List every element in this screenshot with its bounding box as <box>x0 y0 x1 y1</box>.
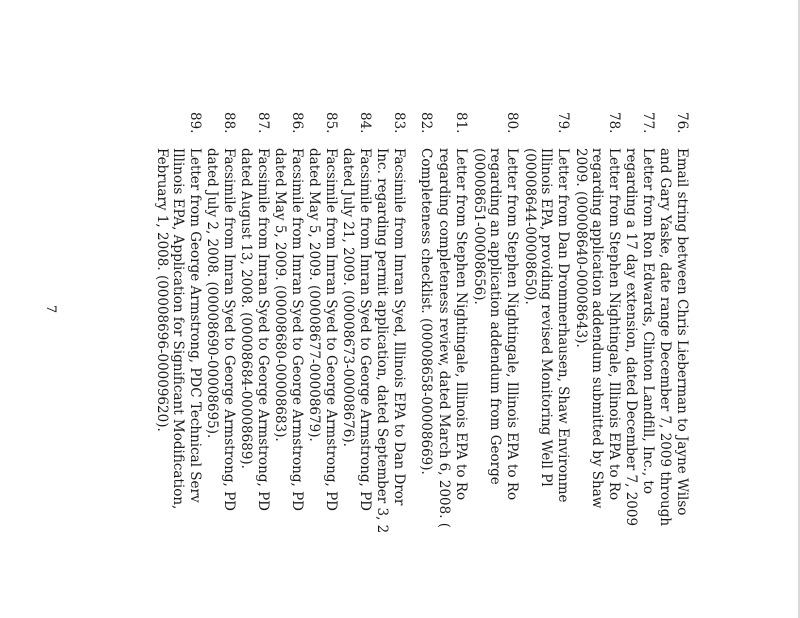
exhibit-description-line: Letter from Stephen Nightingale, Illinois EPA to Ro <box>504 148 520 501</box>
exhibit-description-line: regarding a 17 day extension, dated December 7, 2009 <box>623 148 640 527</box>
exhibit-description <box>573 148 623 508</box>
exhibit-description <box>418 148 435 475</box>
exhibit-description-line: and Gary Yaske, date range December 7, 2009 through <box>657 148 674 527</box>
exhibit-description <box>374 148 407 533</box>
exhibit-description-line: 2009. (00008640-00008643). <box>573 148 589 348</box>
exhibit-description-line: (00008651-00008656). <box>471 148 487 305</box>
exhibit-number: 78. <box>606 112 622 134</box>
exhibit-description-line: (00008644-00008650). <box>522 148 538 305</box>
exhibit-description <box>623 148 656 526</box>
exhibit-description <box>340 148 373 511</box>
exhibit-description <box>272 148 305 511</box>
exhibit-description-line: Inc. regarding permit application, dated September 3, 2 <box>374 148 391 534</box>
exhibit-description-line: Letter from George Armstrong, PDC Technical Serv <box>187 148 203 503</box>
exhibit-description-line: Letter from Ron Edwards, Clinton Landfill, Inc., to <box>640 148 656 494</box>
exhibit-number: 76. <box>674 112 690 134</box>
exhibit-description-line: Illinois EPA, providing revised Monitoring Well Pl <box>538 148 555 487</box>
exhibit-description <box>238 148 271 511</box>
exhibit-description <box>471 148 521 500</box>
exhibit-description <box>522 148 572 503</box>
exhibit-description-line: Email string between Chris Lieberman to Jayne Wilso <box>674 148 690 516</box>
exhibit-description <box>154 148 204 509</box>
exhibit-description-line: dated May 5, 2009. (00008680-00008683). <box>272 148 289 442</box>
exhibit-description-line: February 1, 2008. (00008696-00009620). <box>154 148 170 432</box>
exhibit-description-line: Facsimile from Imran Syed, Illinois EPA to Dan Dror <box>391 148 407 506</box>
exhibit-description-line: dated August 13, 2008. (00008684-00008689). <box>238 148 255 469</box>
exhibit-number: 85. <box>323 112 339 134</box>
exhibit-number: 80. <box>504 112 520 134</box>
exhibit-description-line: Facsimile from Imran Syed to George Armstrong, PD <box>255 148 271 511</box>
exhibit-number: 82. <box>418 112 434 134</box>
exhibit-number: 77. <box>640 112 656 134</box>
exhibit-description <box>657 148 690 526</box>
exhibit-description-line: dated July 21, 2009. (00008673-00008676). <box>340 148 357 447</box>
exhibit-description-line: regarding an application addendum from George <box>487 148 504 485</box>
exhibit-description-line: regarding completeness review, dated March 6, 2008. ( <box>436 148 453 529</box>
exhibit-number: 86. <box>289 112 305 134</box>
exhibit-number: 84. <box>357 112 373 134</box>
exhibit-description-line: regarding application addendum submitted by Shaw <box>589 148 606 509</box>
page-number: 7 <box>43 304 58 314</box>
exhibit-description <box>306 148 339 511</box>
exhibit-number: 83. <box>391 112 407 134</box>
exhibit-description-line: Letter from Stephen Nightingale, Illinois EPA to Ro <box>453 148 469 501</box>
exhibit-number: 89. <box>187 112 203 134</box>
exhibit-description-line: Letter from Stephen Nightingale, Illinois EPA to Ro <box>606 148 622 501</box>
exhibit-description-line: Facsimile from Imran Syed to George Armstrong, PD <box>323 148 339 511</box>
exhibit-number: 79. <box>555 112 571 134</box>
exhibit-description <box>436 148 469 528</box>
exhibit-description-line: dated July 2, 2008. (00008690-00008695). <box>204 148 221 439</box>
exhibit-number: 81. <box>453 112 469 134</box>
exhibit-description <box>204 148 237 511</box>
exhibit-number: 88. <box>221 112 237 134</box>
exhibit-number: 87. <box>255 112 271 134</box>
exhibit-description-line: Illinois EPA, Application for Significant Modification, <box>170 148 187 510</box>
exhibit-description-line: Completeness checklist. (00008658-00008669). <box>418 148 434 475</box>
exhibit-description-line: Facsimile from Imran Syed to George Armstrong, PD <box>221 148 237 511</box>
exhibit-description-line: Facsimile from Imran Syed to George Armstrong, PD <box>289 148 305 511</box>
exhibit-description-line: dated May 5, 2009. (00008677-00008679). <box>306 148 323 442</box>
exhibit-description-line: Letter from Dan Drommerhausen, Shaw Environme <box>555 148 571 503</box>
exhibit-description-line: Facsimile from Imran Syed to George Armstrong, PD <box>357 148 373 511</box>
